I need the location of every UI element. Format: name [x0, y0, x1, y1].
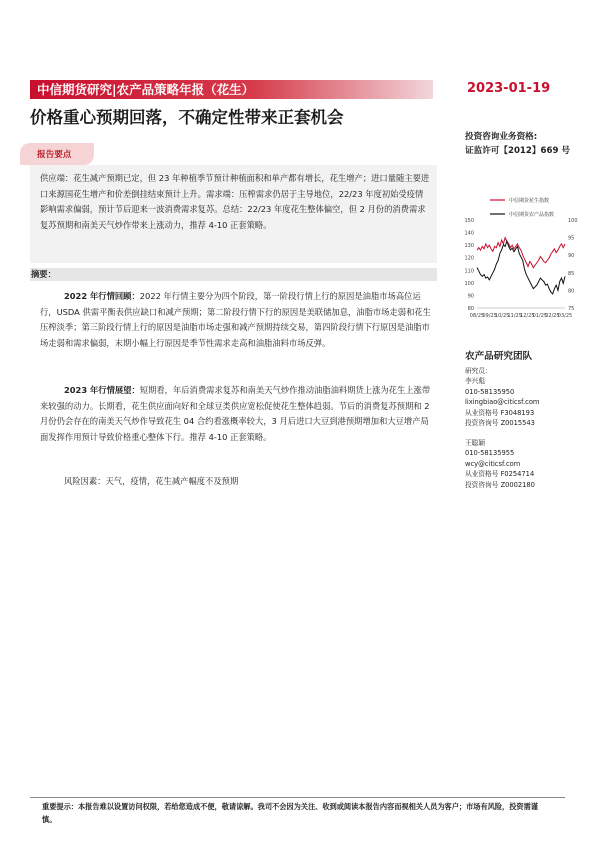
chart-axes [464, 218, 577, 319]
footer-divider [30, 797, 565, 798]
x-tick-2: 10/25 [494, 313, 510, 319]
left-tick-0: 150 [464, 218, 474, 224]
researcher-2-cert-1: 从业资格号 F0254714 [465, 470, 535, 479]
researcher-label: 研究员： [465, 367, 492, 375]
x-tick-7: 03/25 [557, 313, 573, 319]
report-date: 2023-01-19 [467, 81, 551, 96]
abstract-label: 摘要： [31, 269, 56, 279]
chart-legend [490, 197, 554, 218]
paragraph-2022-body: 2022 年行情主要分为四个阶段，第一阶段行情上行的原因是油脂市场高位运行，USDA 供需平衡表供应缺口和减产预期；第二阶段行情下行的原因是美联储加息，油脂市场走弱和花生压榨淡季；第三阶段行情上行的原因是油脂市场走强和减产预期持续交易，第四阶段行情下行原因是油脂市场走弱和需求偏弱，末期小幅上行原因是季节性需求走高和油脂油料市场反弹。 [40, 291, 431, 348]
right-tick-2: 90 [568, 253, 575, 260]
series-line-1 [477, 241, 565, 294]
risk-factors: 风险因素：天气，疫情，花生减产幅度不及预期 [64, 476, 239, 486]
paragraph-2022-heading: 2022 年行情回顾： [64, 291, 140, 301]
researcher-1-email[interactable]: lixingbiao@citicsf.com [465, 398, 540, 407]
x-tick-6: 02/25 [545, 313, 560, 319]
chart-lines [477, 238, 565, 294]
index-chart [455, 190, 580, 330]
footer-disclaimer: 重要提示：本报告难以设置访问权限，若给您造成不便，敬请谅解。我司不会因为关注、收到或阅读本报告内容而视相关人员为客户；市场有风险，投资需谨慎。 [42, 802, 538, 824]
series-line-0 [477, 238, 565, 268]
researcher-1-cert-1: 从业资格号 F3048193 [465, 408, 535, 417]
right-tick-0: 100 [568, 218, 578, 224]
x-tick-4: 12/25 [520, 313, 535, 319]
right-tick-4: 80 [568, 288, 575, 295]
paragraph-2023-heading: 2023 年行情展望： [64, 385, 140, 395]
researcher-1-name: 李兴彪 [465, 377, 486, 386]
left-tick-1: 140 [464, 230, 474, 237]
qualification-block [465, 130, 570, 158]
researcher-1-phone: 010-58135950 [465, 387, 515, 396]
paragraph-2022-review [40, 289, 432, 351]
left-tick-6: 90 [467, 293, 474, 300]
paragraph-2023-outlook [40, 383, 432, 445]
summary-tab-label: 报告要点 [37, 150, 72, 160]
left-tick-4: 110 [464, 268, 474, 275]
abstract-bar [30, 268, 437, 281]
qualification-line-1: 投资咨询业务资格: [465, 132, 538, 142]
legend-label-1: 中信期货农产品指数 [509, 212, 555, 218]
report-title: 价格重心预期回落，不确定性带来正套机会 [30, 108, 344, 127]
x-tick-3: 11/25 [507, 313, 522, 319]
left-tick-5: 100 [464, 280, 474, 287]
left-tick-2: 130 [464, 243, 474, 250]
left-tick-7: 80 [467, 306, 474, 312]
team-title: 农产品研究团队 [465, 351, 533, 362]
researcher-2-name: 王聪颖 [465, 439, 486, 447]
x-tick-0: 08/25 [469, 313, 485, 319]
right-tick-5: 75 [568, 306, 575, 312]
right-tick-3: 85 [568, 270, 575, 277]
right-tick-1: 95 [568, 235, 575, 242]
researcher-2-phone: 010-58135955 [465, 449, 515, 458]
legend-label-0: 中信期货花生指数 [509, 198, 550, 204]
researcher-1-cert-2: 投资咨询号 Z0015543 [465, 419, 535, 428]
x-tick-5: 01/25 [532, 313, 548, 319]
x-tick-1: 09/25 [482, 313, 497, 319]
researcher-2-cert-2: 投资咨询号 Z0002180 [465, 480, 535, 489]
header-banner-text: 中信期货研究|农产品策略年报（花生） [37, 82, 255, 97]
researcher-2-email[interactable]: wcy@citicsf.com [465, 459, 521, 468]
paragraph-2023-body: 短期看，年后消费需求复苏和南美天气炒作推动油脂油料期货上涨为花生上涨带来较强的动力。长期看，花生供应面向好和全球豆类供应宽松促使花生整体趋弱。节后的消费复苏预期和 2 月份仍会存在的南美天气炒作导致花生 04 合约看涨概率较大，3 月后进口大豆到港预期增加和大豆增产局面发挥作用预计导致价格重心整体下行。推荐 4-10 正套策略。 [40, 385, 431, 442]
qualification-line-2: 证监许可【2012】669 号 [465, 146, 571, 156]
researcher-1-block [465, 366, 539, 428]
left-tick-3: 120 [464, 255, 474, 262]
summary-text: 供应端：花生减产预期已定，但 23 年种植季节预计种植面积和单产都有增长，花生增产；进口量随主要进口来源国花生增产和价差倒挂结束预计上升。需求端：压榨需求仍居于主导地位，22/23 年度初始受疫情影响需求偏弱，预计节后迎来一波消费需求复苏。总结：22/23 年度花生整体偏空，但 2 月份的消费需求复苏预期和南美天气炒作带来上涨动力，推荐 4-10 正套策略。 [40, 173, 430, 230]
researcher-2-block [465, 438, 535, 490]
